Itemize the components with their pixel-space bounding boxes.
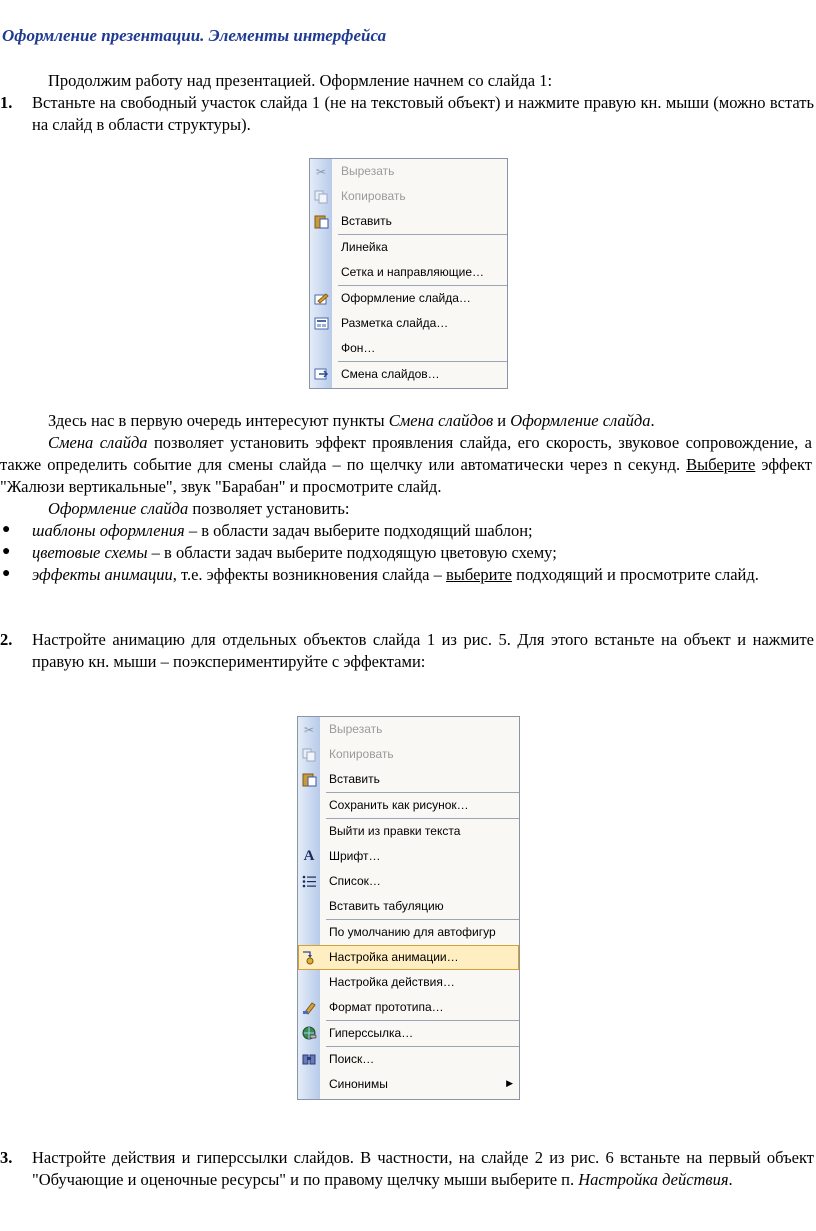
menu-item-label: Вырезать	[341, 164, 395, 178]
bullet-icon: ●	[2, 544, 11, 559]
emphasis-term: Оформление слайда	[48, 499, 189, 518]
bullet-icon: ●	[2, 566, 11, 581]
menu-item-label: По умолчанию для автофигур	[329, 925, 496, 939]
slide-transition-icon	[313, 367, 329, 382]
emphasis-slide-design: Оформление слайда	[510, 411, 651, 430]
text-run: – в области задач выберите подходящую цветовую схему;	[147, 543, 557, 562]
menu-item-label: Формат прототипа…	[329, 1000, 444, 1014]
menu-item-font[interactable]	[298, 844, 519, 869]
menu-item-copy[interactable]	[298, 742, 519, 767]
menu-item-label: Вставить	[329, 772, 380, 786]
menu-item-slide-transition[interactable]	[310, 362, 507, 387]
slide-context-menu	[309, 158, 508, 389]
animation-icon	[301, 950, 317, 965]
menu-item-hyperlink[interactable]	[298, 1021, 519, 1046]
menu-item-label: Вставить табуляцию	[329, 899, 444, 913]
menu-item-action-settings[interactable]	[298, 970, 519, 995]
intro-paragraph: Продолжим работу над презентацией. Оформление начнем со слайда 1:	[48, 71, 553, 90]
text-run: подходящий и просмотрите слайд.	[512, 565, 759, 584]
menu-item-paste[interactable]	[310, 209, 507, 234]
paste-icon	[313, 214, 329, 229]
text-run: .	[650, 411, 655, 430]
bullet-item-templates	[32, 520, 814, 542]
menu-item-autoshape-default[interactable]	[298, 920, 519, 945]
scissors-icon: ✂	[315, 164, 327, 179]
menu-item-label: Шрифт…	[329, 849, 381, 863]
slide-layout-icon	[313, 316, 329, 331]
menu-item-custom-animation[interactable]	[298, 945, 519, 970]
menu-item-grid-guides[interactable]	[310, 260, 507, 285]
menu-item-paste[interactable]	[298, 767, 519, 792]
text-run: .	[728, 1170, 733, 1189]
menu-item-label: Список…	[329, 874, 381, 888]
step-2-text: Настройте анимацию для отдельных объектов слайда 1 из рис. 5. Для этого встаньте на объект и нажмите правую кн. мыши – поэкспериментируйте с эффектами:	[32, 630, 814, 671]
menu-item-label: Поиск…	[329, 1052, 375, 1066]
menu-item-copy[interactable]	[310, 184, 507, 209]
text-run: Здесь нас в первую очередь интересуют пункты	[48, 411, 389, 430]
menu-item-label: Гиперссылка…	[329, 1026, 414, 1040]
menu-item-background[interactable]	[310, 336, 507, 361]
menu-item-label: Настройка действия…	[329, 975, 455, 989]
submenu-arrow-icon: ▶	[506, 1078, 513, 1088]
paragraph-interest	[0, 410, 812, 432]
menu-item-label: Фон…	[341, 341, 376, 355]
menu-item-cut[interactable]	[298, 717, 519, 742]
menu-item-label: Вырезать	[329, 722, 383, 736]
menu-item-save-as-picture[interactable]	[298, 793, 519, 818]
paste-icon	[301, 772, 317, 787]
paragraph-slide-design	[0, 498, 812, 520]
menu-item-label: Синонимы	[329, 1077, 388, 1091]
emphasis-term: Смена слайда	[48, 433, 148, 452]
format-icon	[301, 1000, 317, 1015]
list-icon	[301, 874, 317, 889]
menu-item-cut[interactable]	[310, 159, 507, 184]
emphasis-slide-transition: Смена слайдов	[388, 411, 494, 430]
menu-item-label: Линейка	[341, 240, 388, 254]
step-1-text: Встаньте на свободный участок слайда 1 (не на текстовый объект) и нажмите правую кн. мыши (можно встать на слайд в области структуры).	[32, 93, 814, 134]
emphasis-action-settings: Настройка действия	[578, 1170, 729, 1189]
step-3-text	[32, 1147, 814, 1191]
menu-item-ruler[interactable]	[310, 235, 507, 260]
menu-item-label: Смена слайдов…	[341, 367, 440, 381]
step-2-number: 2.	[0, 630, 13, 649]
menu-item-synonyms[interactable]	[298, 1072, 519, 1097]
menu-item-label: Копировать	[341, 189, 406, 203]
document-title: Оформление презентации. Элементы интерфейса	[2, 26, 387, 45]
menu-item-label: Сетка и направляющие…	[341, 265, 484, 279]
text-run: эффект "Жалюзи вертикальные", звук "Барабан" и просмотрите слайд.	[0, 455, 812, 496]
menu-item-format-shape[interactable]	[298, 995, 519, 1020]
copy-icon	[301, 747, 317, 762]
text-run: и	[493, 411, 511, 430]
menu-item-label: Оформление слайда…	[341, 291, 471, 305]
scissors-icon: ✂	[303, 722, 315, 737]
menu-item-label: Сохранить как рисунок…	[329, 798, 469, 812]
hyperlink-icon	[301, 1026, 317, 1041]
step-3-number: 3.	[0, 1148, 13, 1167]
paragraph-slide-transition	[0, 432, 812, 498]
font-icon: A	[303, 848, 315, 864]
menu-item-insert-tab[interactable]	[298, 894, 519, 919]
menu-item-search[interactable]	[298, 1047, 519, 1072]
bullet-item-animation-effects	[32, 564, 814, 586]
bullet-item-color-schemes	[32, 542, 814, 564]
menu-item-exit-text-edit[interactable]	[298, 819, 519, 844]
menu-item-label: Настройка анимации…	[329, 950, 459, 964]
emphasis-term: шаблоны оформления	[32, 521, 185, 540]
menu-item-label: Разметка слайда…	[341, 316, 449, 330]
bullet-icon: ●	[2, 522, 11, 537]
menu-item-label: Вставить	[341, 214, 392, 228]
text-run: – в области задач выберите подходящий шаблон;	[184, 521, 533, 540]
slide-design-icon	[313, 291, 329, 306]
emphasis-term: цветовые схемы	[32, 543, 148, 562]
object-context-menu	[297, 716, 520, 1100]
menu-item-list[interactable]	[298, 869, 519, 894]
menu-item-slide-design[interactable]	[310, 286, 507, 311]
text-run: позволяет установить эффект проявления слайда, его скорость, звуковое сопровождение, а также определить событие для смены слайда – по щелчку или автоматически через n секунд.	[0, 433, 812, 474]
text-run: Настройте действия и гиперссылки слайдов. В частности, на слайде 2 из рис. 6 встаньте на первый объект "Обучающие и оценочные ресурсы" и по правому щелчку мыши выберите п.	[32, 1148, 814, 1189]
text-run: , т.е. эффекты возникновения слайда –	[172, 565, 447, 584]
text-run: позволяет установить:	[188, 499, 350, 518]
menu-item-label: Выйти из правки текста	[329, 824, 461, 838]
emphasis-term: эффекты анимации	[32, 565, 173, 584]
search-icon	[301, 1052, 317, 1067]
link-choose[interactable]: Выберите	[686, 455, 756, 474]
menu-item-label: Копировать	[329, 747, 394, 761]
step-1-number: 1.	[0, 93, 13, 112]
menu-item-slide-layout[interactable]	[310, 311, 507, 336]
link-choose[interactable]: выберите	[446, 565, 513, 584]
copy-icon	[313, 189, 329, 204]
